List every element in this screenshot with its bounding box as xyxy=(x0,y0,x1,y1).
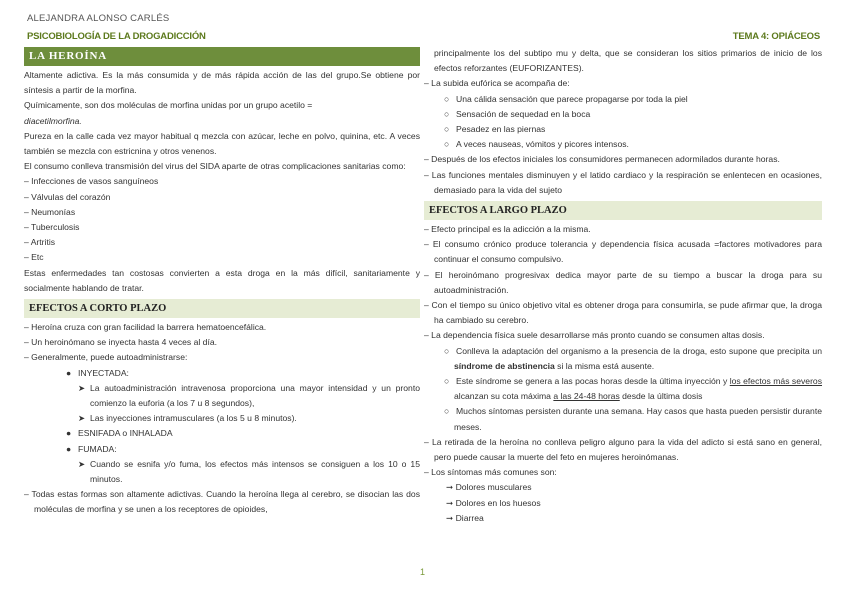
corto-line-2: – Un heroinómano se inyecta hasta 4 veces al día. xyxy=(24,337,217,348)
largo-line-1: – Efecto principal es la adicción a la misma. xyxy=(424,224,591,235)
dep1-text-b: síndrome de abstinencia xyxy=(454,360,555,371)
cont-line-2: – Después de los efectos iniciales los consumidores permanecen adormilados durante horas. xyxy=(424,154,780,165)
inyectada-sub-2 xyxy=(24,411,420,426)
circle-bullet-icon: ○ xyxy=(444,108,450,119)
complication-item: – Etc xyxy=(24,252,44,263)
author-name: ALEJANDRA ALONSO CARLÉS xyxy=(27,13,170,24)
continuation-paragraph: principalmente los del subtipo mu y delta, que se consideran los sitios primarios de inicio de los efectos reforzantes (EUFORIZANTES). xyxy=(434,48,822,74)
heroina-paragraph-5: Estas enfermedades tan costosas convierten a esta droga en la más difícil, sanitariamente y socialmente hablando de tratar. xyxy=(24,267,420,293)
dep2-text-a: Este síndrome se genera a las pocas horas desde la última inyección y xyxy=(456,376,728,387)
subida-item-text: Sensación de sequedad en la boca xyxy=(456,108,591,119)
largo-line-3: – El heroinómano progresivax dedica mayor parte de su tiempo a buscar la droga para su autoadministración. xyxy=(424,269,822,295)
arrowhead-bullet-icon: ➤ xyxy=(78,413,86,424)
subida-item xyxy=(424,122,822,137)
complication-item: – Válvulas del corazón xyxy=(24,191,111,202)
dep2-text-c: alcanzan su cota máxima xyxy=(454,391,551,402)
complication-item: – Neumonías xyxy=(24,206,76,217)
fumada-sub-1-text: Cuando se esnifa y/o fuma, los efectos más intensos se consiguen a los 10 o 15 minutos. xyxy=(90,458,420,485)
inyectada-item xyxy=(24,366,420,381)
heroina-paragraph-4: El consumo conlleva transmisión del virus del SIDA aparte de otras complicaciones sanitarias como: xyxy=(24,161,406,172)
dep1-text-a: Conlleva la adaptación del organismo a la presencia de la droga, esto supone que precipita un xyxy=(456,345,822,356)
largo-line-7: – Los síntomas más comunes son: xyxy=(424,467,557,478)
dep2-text-d: a las 24-48 horas xyxy=(553,391,620,402)
subida-item-text: Pesadez en las piernas xyxy=(456,124,546,135)
subida-item-text: A veces nauseas, vómitos y picores intensos. xyxy=(456,139,629,150)
circle-bullet-icon: ○ xyxy=(444,93,450,104)
circle-bullet-icon: ● xyxy=(66,428,72,439)
dep2-text-e: desde la última dosis xyxy=(622,391,703,402)
circle-bullet-icon: ○ xyxy=(444,376,450,387)
dependencia-item-1 xyxy=(424,344,822,374)
largo-line-6: – La retirada de la heroína no conlleva peligro alguno para la vida del adicto si está sano en general, pero puede causar la muerte del feto en mujeres heroinómanas. xyxy=(424,436,822,463)
sintoma-item: ➞ Dolores en los huesos xyxy=(446,497,541,508)
heroina-p2-text: Químicamente, son dos moléculas de morfina unidas por un grupo acetilo = xyxy=(24,100,313,111)
subida-item xyxy=(424,92,822,107)
esnifada-item xyxy=(24,426,420,441)
heroina-paragraph-1: Altamente adictiva. Es la más consumida y de más rápida acción de las del grupo.Se obtiene por síntesis a partir de la morfina. xyxy=(24,70,420,96)
circle-bullet-icon: ● xyxy=(66,367,72,378)
sintoma-item: ➞ Dolores musculares xyxy=(446,482,532,493)
cont-line-3: – Las funciones mentales disminuyen y el latido cardiaco y la respiración se enlentecen en ocasiones, demasiado para la vida del sujeto xyxy=(424,169,822,195)
esnifada-label: ESNIFADA o INHALADA xyxy=(78,428,173,439)
heroina-paragraph-2 xyxy=(24,98,420,128)
fumada-sub-1 xyxy=(24,457,420,487)
subida-line: – La subida eufórica se acompaña de: xyxy=(424,78,570,89)
largo-line-5: – La dependencia física suele desarrollarse más pronto cuando se consumen altas dosis. xyxy=(424,330,765,341)
subida-item xyxy=(424,137,822,152)
largo-line-4: – Con el tiempo su único objetivo vital es obtener droga para consumirla, se pude afirmar que, la droga ha cambiado su cerebro. xyxy=(424,300,822,326)
complication-item: – Artritis xyxy=(24,237,56,248)
right-column xyxy=(424,46,822,526)
inyectada-sub-1 xyxy=(24,381,420,411)
left-column xyxy=(24,47,420,518)
sintoma-item: ➞ Diarrea xyxy=(446,512,484,523)
corto-plazo-heading: EFECTOS A CORTO PLAZO xyxy=(24,299,420,318)
dep3-text: Muchos síntomas persisten durante una semana. Hay casos que hasta pueden persistir durante meses. xyxy=(454,406,822,432)
corto-line-3: – Generalmente, puede autoadministrarse: xyxy=(24,352,188,363)
circle-bullet-icon: ○ xyxy=(444,406,450,417)
course-title: PSICOBIOLOGÍA DE LA DROGADICCIÓN xyxy=(27,31,206,42)
heroina-p2-term: diacetilmorfina. xyxy=(24,115,82,126)
corto-line-4: – Todas estas formas son altamente adictivas. Cuando la heroína llega al cerebro, se disocian las dos moléculas de morfina y se unen a los receptores de opioides, xyxy=(24,489,420,515)
heroina-heading: LA HEROÍNA xyxy=(24,47,420,66)
dependencia-item-2 xyxy=(424,374,822,404)
circle-bullet-icon: ○ xyxy=(444,345,450,356)
heroina-paragraph-3: Pureza en la calle cada vez mayor habitual q mezcla con azúcar, leche en polvo, quinina, etc. A veces también se mezcla con estricnina y otros venenos. xyxy=(24,130,420,157)
largo-line-2: – El consumo crónico produce tolerancia y dependencia física acusada =factores motivadores para continuar el consumo compulsivo. xyxy=(424,239,822,265)
dependencia-item-3 xyxy=(424,404,822,434)
circle-bullet-icon: ○ xyxy=(444,124,450,135)
circle-bullet-icon: ○ xyxy=(444,139,450,150)
subida-item-text: Una cálida sensación que parece propagarse por toda la piel xyxy=(456,93,688,104)
inyectada-sub-2-text: Las inyecciones intramusculares (a los 5 u 8 minutos). xyxy=(90,413,297,424)
corto-line-1: – Heroína cruza con gran facilidad la barrera hematoencefálica. xyxy=(24,322,267,333)
dep2-text-b: los efectos más severos xyxy=(729,376,823,387)
circle-bullet-icon: ● xyxy=(66,443,72,454)
fumada-item xyxy=(24,442,420,457)
fumada-label: FUMADA: xyxy=(78,443,117,454)
largo-plazo-heading: EFECTOS A LARGO PLAZO xyxy=(424,201,822,220)
page-number: 1 xyxy=(420,567,426,577)
inyectada-sub-1-text: La autoadministración intravenosa proporciona una mayor intensidad y un pronto comienzo la euforia (a los 7 u 8 segundos), xyxy=(90,382,420,409)
dep1-text-c: si la misma está ausente. xyxy=(557,360,655,371)
tema-title: TEMA 4: OPIÁCEOS xyxy=(732,31,820,42)
arrowhead-bullet-icon: ➤ xyxy=(78,458,86,469)
inyectada-label: INYECTADA: xyxy=(78,367,129,378)
complication-item: – Infecciones de vasos sanguíneos xyxy=(24,176,159,187)
complication-item: – Tuberculosis xyxy=(24,222,80,233)
subida-item xyxy=(424,107,822,122)
arrowhead-bullet-icon: ➤ xyxy=(78,382,86,393)
